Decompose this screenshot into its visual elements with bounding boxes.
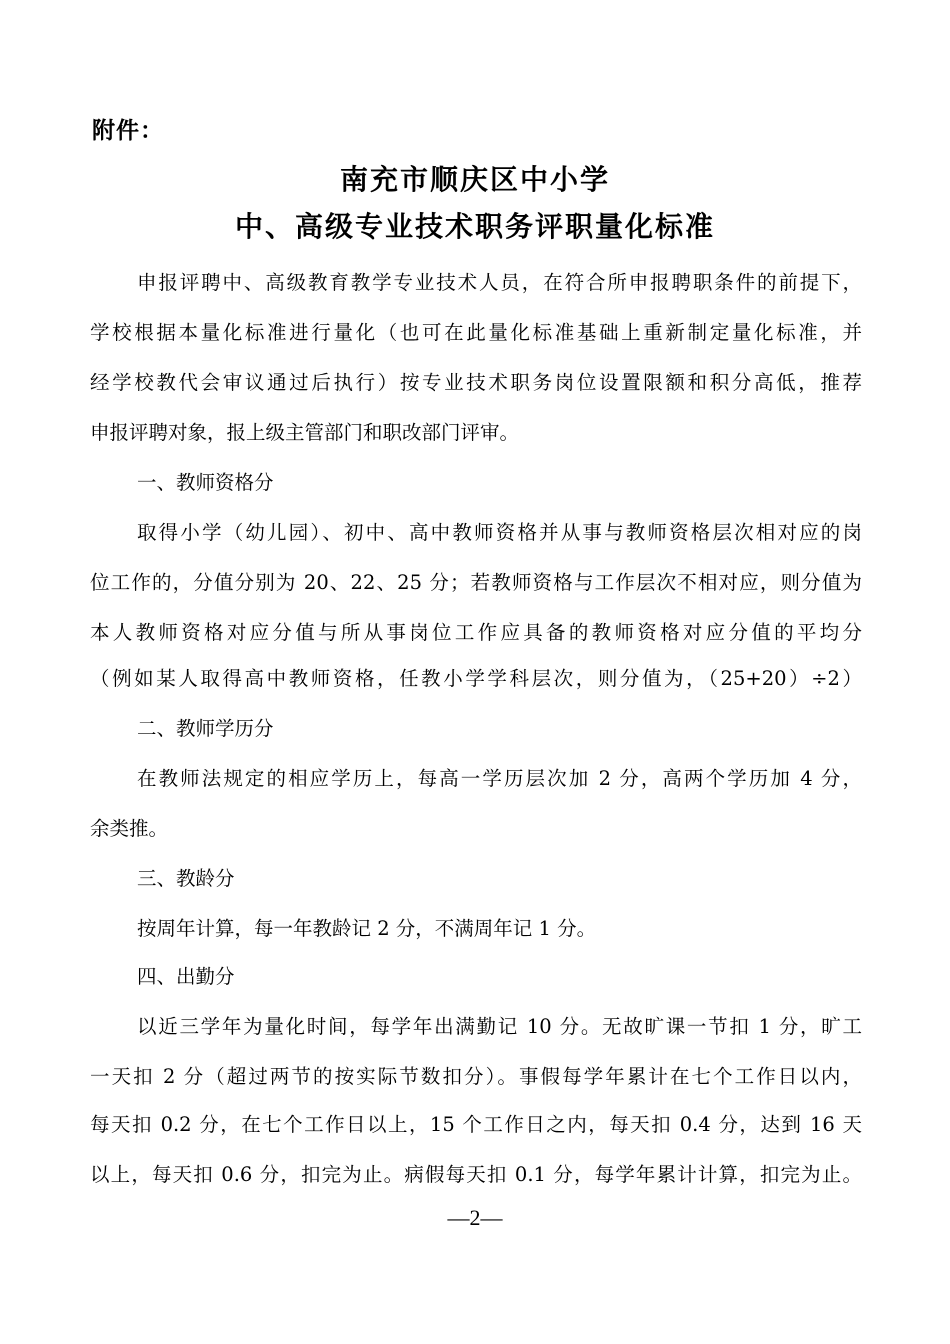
attachment-label: 附件：: [92, 118, 164, 144]
paragraph-line: 每天扣 0.2 分，在七个工作日以上，15 个工作日之内，每天扣 0.4 分，达到 16 天: [90, 1113, 862, 1136]
paragraph-line: 位工作的，分值分别为 20、22、25 分；若教师资格与工作层次不相对应，则分值为: [90, 571, 862, 594]
page-number: —2—: [447, 1205, 503, 1230]
paragraph-line: 一天扣 2 分（超过两节的按实际节数扣分）。事假每学年累计在七个工作日以内，: [90, 1065, 862, 1088]
section-heading: 二、教师学历分: [137, 717, 274, 740]
document-title-line-2: 中、高级专业技术职务评职量化标准: [234, 210, 715, 243]
paragraph-line: 按周年计算，每一年教龄记 2 分，不满周年记 1 分。: [137, 917, 597, 940]
paragraph-line: 申报评聘中、高级教育教学专业技术人员，在符合所申报聘职条件的前提下，: [137, 271, 862, 294]
paragraph-line: 以近三学年为量化时间，每学年出满勤记 10 分。无故旷课一节扣 1 分，旷工: [137, 1015, 862, 1038]
paragraph-line: 在教师法规定的相应学历上，每高一学历层次加 2 分，高两个学历加 4 分，: [137, 767, 862, 790]
paragraph-line: 申报评聘对象，报上级主管部门和职改部门评审。: [90, 421, 520, 444]
paragraph-line: 学校根据本量化标准进行量化（也可在此量化标准基础上重新制定量化标准，并: [90, 321, 862, 344]
section-heading: 三、教龄分: [137, 867, 235, 890]
document-title-line-1: 南充市顺庆区中小学: [339, 163, 610, 196]
paragraph-line: 以上，每天扣 0.6 分，扣完为止。病假每天扣 0.1 分，每学年累计计算，扣完为止。: [90, 1163, 862, 1186]
paragraph-line: 本人教师资格对应分值与所从事岗位工作应具备的教师资格对应分值的平均分: [90, 621, 862, 644]
paragraph-line: （例如某人取得高中教师资格，任教小学学科层次，则分值为，（25+20）÷2）: [90, 667, 862, 690]
paragraph-line: 经学校教代会审议通过后执行）按专业技术职务岗位设置限额和积分高低，推荐: [90, 371, 862, 394]
section-heading: 四、出勤分: [137, 965, 235, 988]
paragraph-line: 余类推。: [90, 817, 169, 840]
paragraph-line: 取得小学（幼儿园）、初中、高中教师资格并从事与教师资格层次相对应的岗: [137, 521, 862, 544]
section-heading: 一、教师资格分: [137, 471, 274, 494]
